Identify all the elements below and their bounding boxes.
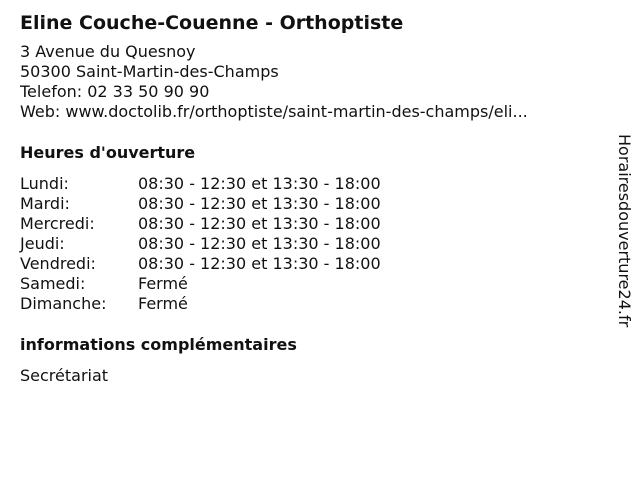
- hours-day: Lundi:: [20, 174, 69, 193]
- hours-time: Fermé: [138, 274, 188, 293]
- hours-row-monday: [20, 174, 600, 194]
- hours-time: 08:30 - 12:30 et 13:30 - 18:00: [138, 194, 381, 213]
- hours-time: 08:30 - 12:30 et 13:30 - 18:00: [138, 254, 381, 273]
- hours-row-sunday: [20, 294, 600, 314]
- page-title: Eline Couche-Couenne - Orthoptiste: [20, 12, 404, 34]
- business-card: [20, 10, 600, 386]
- hours-time: 08:30 - 12:30 et 13:30 - 18:00: [138, 214, 381, 233]
- additional-info-text: Secrétariat: [20, 366, 109, 385]
- phone-line: Telefon: 02 33 50 90 90: [20, 82, 210, 101]
- hours-day: Mardi:: [20, 194, 70, 213]
- opening-hours-heading: Heures d'ouverture: [20, 143, 196, 162]
- hours-row-thursday: [20, 234, 600, 254]
- street-address: 3 Avenue du Quesnoy: [20, 42, 196, 61]
- brand-watermark: Horairesdouverture24.fr: [615, 134, 634, 328]
- opening-hours-table: [20, 174, 600, 314]
- city-address: 50300 Saint-Martin-des-Champs: [20, 62, 279, 81]
- hours-time: 08:30 - 12:30 et 13:30 - 18:00: [138, 234, 381, 253]
- hours-day: Jeudi:: [20, 234, 65, 253]
- hours-day: Vendredi:: [20, 254, 96, 273]
- hours-row-tuesday: [20, 194, 600, 214]
- hours-row-saturday: [20, 274, 600, 294]
- additional-info-heading: informations complémentaires: [20, 335, 297, 354]
- hours-time: Fermé: [138, 294, 188, 313]
- hours-day: Samedi:: [20, 274, 86, 293]
- web-link[interactable]: Web: www.doctolib.fr/orthoptiste/saint-martin-des-champs/eli...: [20, 102, 528, 121]
- hours-day: Dimanche:: [20, 294, 107, 313]
- hours-time: 08:30 - 12:30 et 13:30 - 18:00: [138, 174, 381, 193]
- hours-row-wednesday: [20, 214, 600, 234]
- hours-row-friday: [20, 254, 600, 274]
- hours-day: Mercredi:: [20, 214, 95, 233]
